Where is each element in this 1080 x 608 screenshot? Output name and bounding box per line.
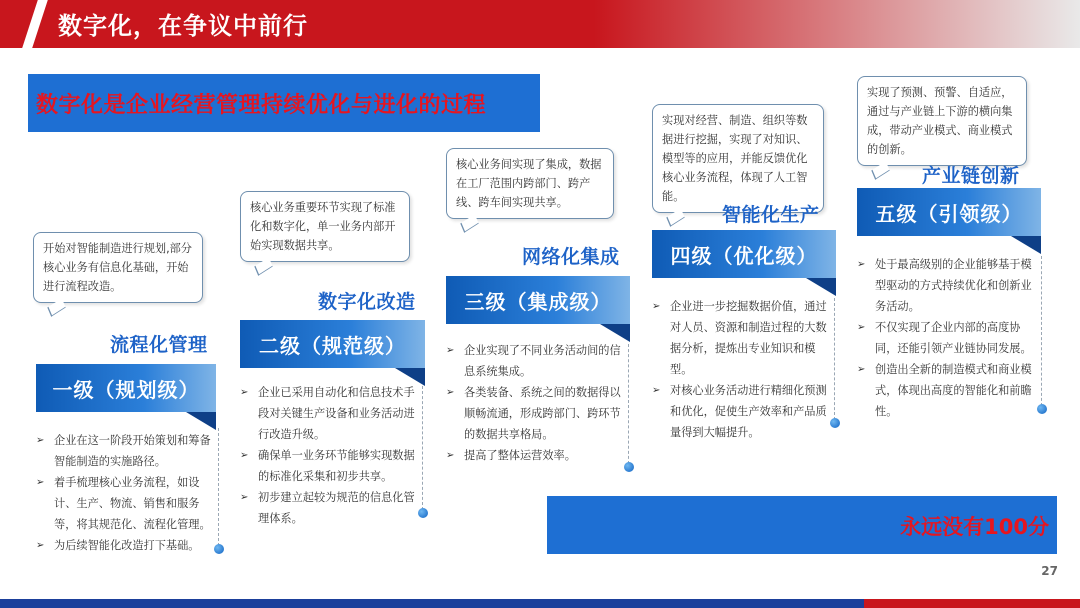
level-5-connector	[1041, 256, 1042, 406]
level-5-callout	[857, 76, 1027, 166]
level-3-dot	[624, 462, 634, 472]
level-1-bullets	[36, 430, 212, 556]
level-3-connector	[628, 344, 629, 464]
level-2-grade	[240, 320, 425, 368]
list-item: ➢ 不仅实现了企业内部的高度协同，还能引领产业链协同发展。	[857, 317, 1039, 359]
level-3-callout	[446, 148, 614, 219]
list-item: ➢ 创造出全新的制造模式和商业模式，体现出高度的智能化和前瞻性。	[857, 359, 1039, 422]
level-4-grade	[652, 230, 836, 278]
page-number: 27	[1041, 564, 1058, 578]
page-title: 数字化，在争议中前行	[58, 12, 308, 40]
list-item: ➢ 确保单一业务环节能够实现数据的标准化采集和初步共享。	[240, 445, 420, 487]
level-1-callout	[33, 232, 203, 303]
level-2-connector	[422, 386, 423, 510]
level-1-grade	[36, 364, 216, 412]
level-5-bullets	[857, 254, 1039, 422]
level-4-callout-text: 实现对经营、制造、组织等数据进行挖掘，实现了对知识、模型等的应用，并能反馈优化核心业务流程，体现了人工智能。	[662, 114, 808, 203]
slogan-banner	[547, 496, 1057, 554]
list-item: ➢ 初步建立起较为规范的信息化管理体系。	[240, 487, 420, 529]
level-3-callout-text: 核心业务间实现了集成，数据在工厂范围内跨部门、跨产线、跨车间实现共享。	[456, 158, 602, 209]
list-item: ➢ 企业在这一阶段开始策划和筹备智能制造的实施路径。	[36, 430, 212, 472]
level-5-grade-label: 五级（引领级）	[875, 201, 1023, 226]
level-1-callout-text: 开始对智能制造进行规划,部分核心业务有信息化基础，开始进行流程改造。	[43, 242, 192, 293]
level-2-callout	[240, 191, 410, 262]
list-item: ➢ 企业已采用自动化和信息技术手段对关键生产设备和业务活动进行改造升级。	[240, 382, 420, 445]
level-3-grade-label: 三级（集成级）	[464, 289, 612, 314]
level-5-dot	[1037, 404, 1047, 414]
level-4-grade-label: 四级（优化级）	[670, 243, 818, 268]
level-2-grade-label: 二级（规范级）	[259, 333, 406, 358]
level-5-callout-text: 实现了预测、预警、自适应，通过与产业链上下游的横向集成，带动产业模式、商业模式的创新。	[867, 86, 1013, 156]
level-3-bullets	[446, 340, 626, 466]
list-item: ➢ 为后续智能化改造打下基础。	[36, 535, 212, 556]
level-4-fold	[806, 278, 836, 296]
level-5-name: 产业链创新	[922, 165, 1020, 187]
subtitle-text: 数字化是企业经营管理持续优化与进化的过程	[36, 93, 487, 118]
level-2-dot	[418, 508, 428, 518]
level-2-callout-text: 核心业务重要环节实现了标准化和数字化，单一业务内部开始实现数据共享。	[250, 201, 396, 252]
slogan-text: 永远没有100分	[900, 515, 1049, 539]
list-item: ➢ 各类装备、系统之间的数据得以顺畅流通，形成跨部门、跨环节的数据共享格局。	[446, 382, 626, 445]
level-1-connector	[218, 428, 219, 546]
level-5-grade	[857, 188, 1041, 236]
list-item: ➢ 处于最高级别的企业能够基于模型驱动的方式持续优化和创新业务活动。	[857, 254, 1039, 317]
list-item: ➢ 提高了整体运营效率。	[446, 445, 626, 466]
header-bar	[0, 0, 1080, 48]
level-1-name: 流程化管理	[110, 334, 208, 356]
level-3-name: 网络化集成	[522, 246, 620, 268]
level-5-fold	[1011, 236, 1041, 254]
list-item: ➢ 着手梳理核心业务流程，如设计、生产、物流、销售和服务等，将其规范化、流程化管理。	[36, 472, 212, 535]
footer-bar	[0, 599, 1080, 608]
subtitle-banner	[28, 74, 540, 132]
level-4-connector	[834, 298, 835, 420]
level-4-name: 智能化生产	[722, 204, 820, 226]
list-item: ➢ 对核心业务活动进行精细化预测和优化，促使生产效率和产品质量得到大幅提升。	[652, 380, 832, 443]
level-4-bullets	[652, 296, 832, 443]
level-2-bullets	[240, 382, 420, 529]
header-logo-mark	[0, 0, 40, 48]
level-4-dot	[830, 418, 840, 428]
level-1-dot	[214, 544, 224, 554]
level-4-callout	[652, 104, 824, 213]
level-1-grade-label: 一级（规划级）	[52, 377, 200, 402]
list-item: ➢ 企业实现了不同业务活动间的信息系统集成。	[446, 340, 626, 382]
level-2-name: 数字化改造	[318, 291, 416, 313]
list-item: ➢ 企业进一步挖掘数据价值，通过对人员、资源和制造过程的大数据分析，提炼出专业知识和模型。	[652, 296, 832, 380]
level-1-fold	[186, 412, 216, 430]
level-3-grade	[446, 276, 630, 324]
